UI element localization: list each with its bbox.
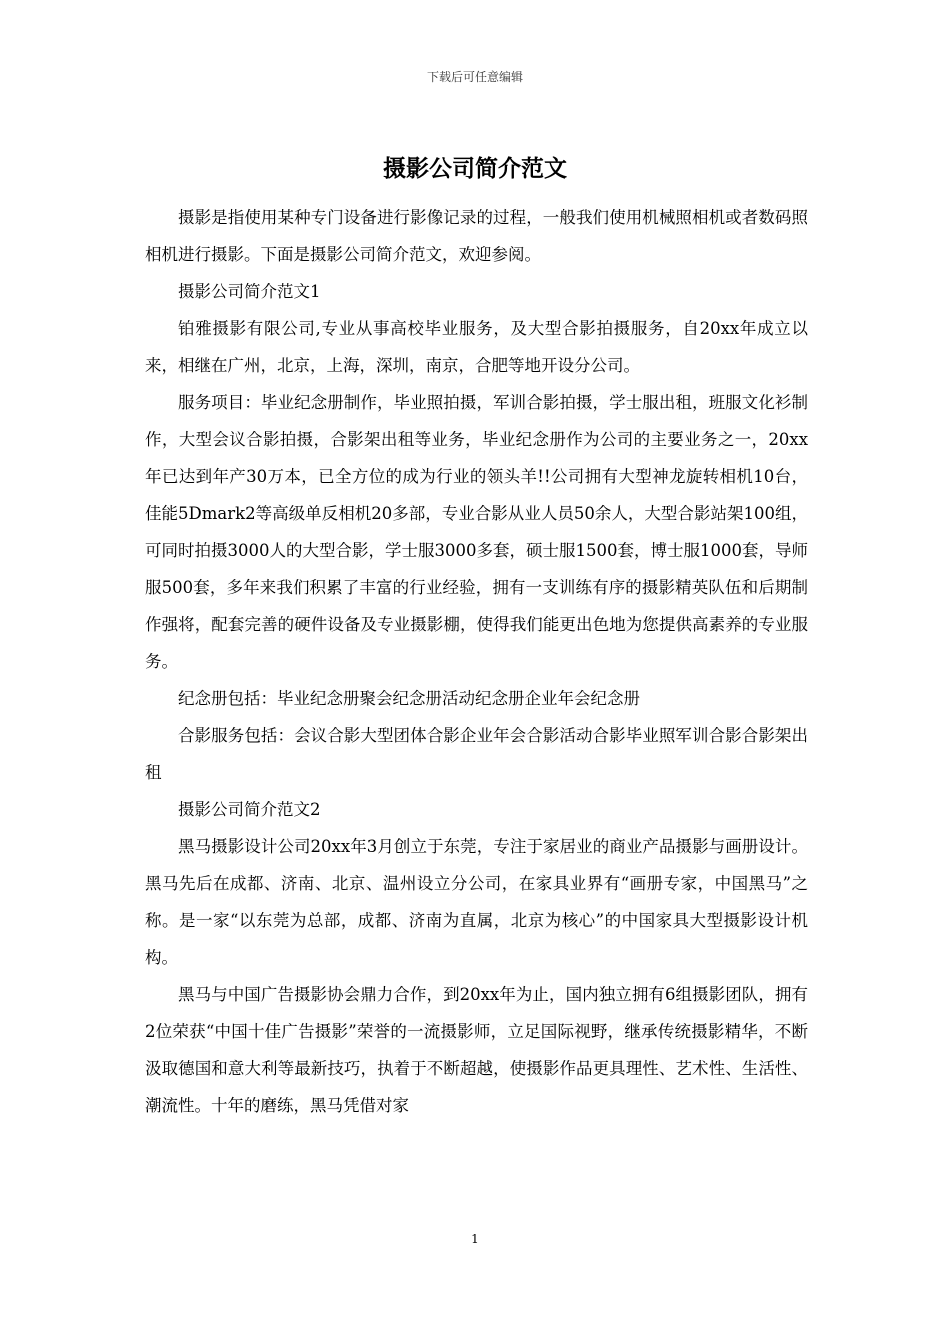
paragraph-services: 服务项目：毕业纪念册制作，毕业照拍摄，军训合影拍摄，学士服出租，班服文化衫制作，大型会议合影拍摄，合影架出租等业务，毕业纪念册作为公司的主要业务之一，20xx年已达到年产30万本，已全方位的成为行业的领头羊!!公司拥有大型神龙旋转相机10台，佳能5Dmark2等高级单反相机20多部，专业合影从业人员50余人，大型合影站架100组，可同时拍摄3000人的大型合影，学士服3000多套，硕士服1500套，博士服1000套，导师服500套，多年来我们积累了丰富的行业经验，拥有一支训练有序的摄影精英队伍和后期制作强将，配套完善的硬件设备及专业摄影棚，使得我们能更出色地为您提供高素养的专业服务。: [145, 393, 808, 671]
header-note: 下载后可任意编辑: [426, 70, 523, 84]
section-heading-1: 摄影公司简介范文1: [178, 282, 321, 301]
page-number: 1: [471, 1232, 479, 1246]
paragraph-albums: 纪念册包括：毕业纪念册聚会纪念册活动纪念册企业年会纪念册: [178, 689, 640, 708]
paragraph-cooperation: 黑马与中国广告摄影协会鼎力合作，到20xx年为止，国内独立拥有6组摄影团队，拥有2位荣获“中国十佳广告摄影”荣誉的一流摄影师，立足国际视野，继承传统摄影精华，不断汲取德国和意大利等最新技巧，执着于不断超越，使摄影作品更具理性、艺术性、生活性、潮流性。十年的磨练，黑马凭借对家: [145, 985, 808, 1115]
paragraph-group-photo: 合影服务包括：会议合影大型团体合影企业年会合影活动合影毕业照军训合影合影架出租: [145, 726, 808, 782]
paragraph-company-1: 铂雅摄影有限公司,专业从事高校毕业服务，及大型合影拍摄服务，自20xx年成立以来，相继在广州，北京，上海，深圳，南京，合肥等地开设分公司。: [145, 319, 808, 375]
document-title: 摄影公司简介范文: [383, 155, 567, 182]
document-body: [145, 199, 808, 1124]
paragraph-intro: 摄影是指使用某种专门设备进行影像记录的过程，一般我们使用机械照相机或者数码照相机进行摄影。下面是摄影公司简介范文，欢迎参阅。: [145, 208, 808, 264]
paragraph-company-2: 黑马摄影设计公司20xx年3月创立于东莞，专注于家居业的商业产品摄影与画册设计。黑马先后在成都、济南、北京、温州设立分公司，在家具业界有“画册专家，中国黑马”之称。是一家“以东莞为总部，成都、济南为直属，北京为核心”的中国家具大型摄影设计机构。: [145, 837, 808, 967]
section-heading-2: 摄影公司简介范文2: [178, 800, 321, 819]
